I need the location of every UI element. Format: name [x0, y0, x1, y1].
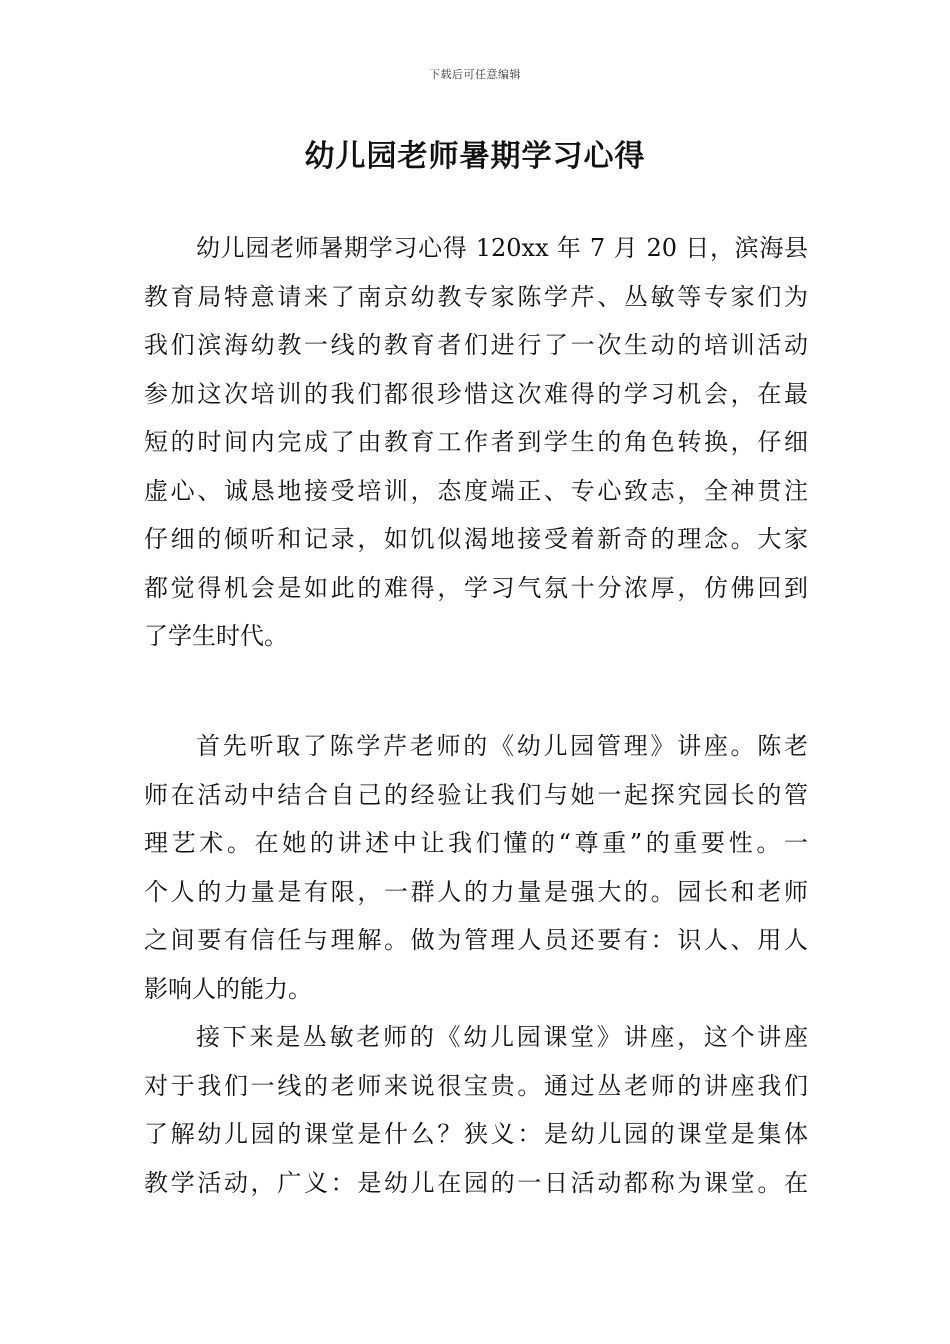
- paragraph-line: 教育局特意请来了南京幼教专家陈学芹、丛敏等专家们为: [144, 282, 808, 311]
- paragraph-line: 虚心、诚恳地接受培训，态度端正、专心致志，全神贯注: [144, 476, 808, 505]
- paragraph-line: 个人的力量是有限，一群人的力量是强大的。园长和老师: [144, 877, 808, 906]
- paragraph-line: 接下来是丛敏老师的《幼儿园课堂》讲座，这个讲座: [196, 1023, 808, 1051]
- paragraph-1: [144, 224, 808, 661]
- document-title: 幼儿园老师暑期学习心得: [304, 139, 646, 174]
- paragraph-line: 教学活动，广义：是幼儿在园的一日活动都称为课堂。在: [144, 1168, 808, 1197]
- paragraph-line: 理艺术。在她的讲述中让我们懂的“尊重”的重要性。一: [144, 829, 808, 857]
- paragraph-line: 首先听取了陈学芹老师的《幼儿园管理》讲座。陈老: [196, 732, 808, 760]
- paragraph-line: 短的时间内完成了由教育工作者到学生的角色转换，仔细: [144, 428, 808, 456]
- paragraph-2: [144, 722, 808, 1207]
- paragraph-line: 师在活动中结合自己的经验让我们与她一起探究园长的管: [144, 780, 808, 809]
- paragraph-line: 都觉得机会是如此的难得，学习气氛十分浓厚，仿佛回到: [144, 573, 808, 602]
- paragraph-line: 了解幼儿园的课堂是什么？狭义：是幼儿园的课堂是集体: [144, 1120, 808, 1148]
- paragraph-line: 我们滨海幼教一线的教育者们进行了一次生动的培训活动: [144, 331, 808, 359]
- paragraph-line: 对于我们一线的老师来说很宝贵。通过丛老师的讲座我们: [144, 1071, 808, 1100]
- paragraph-line: 了学生时代。: [144, 622, 288, 650]
- paragraph-line: 影响人的能力。: [144, 974, 312, 1003]
- paragraph-line: 幼儿园老师暑期学习心得 120xx 年 7 月 20 日，滨海县: [196, 234, 808, 262]
- paragraph-line: 仔细的倾听和记录，如饥似渴地接受着新奇的理念。大家: [144, 525, 808, 553]
- header-note: 下载后可任意编辑: [429, 68, 521, 81]
- paragraph-line: 之间要有信任与理解。做为管理人员还要有：识人、用人: [144, 926, 808, 954]
- paragraph-line: 参加这次培训的我们都很珍惜这次难得的学习机会，在最: [144, 379, 808, 408]
